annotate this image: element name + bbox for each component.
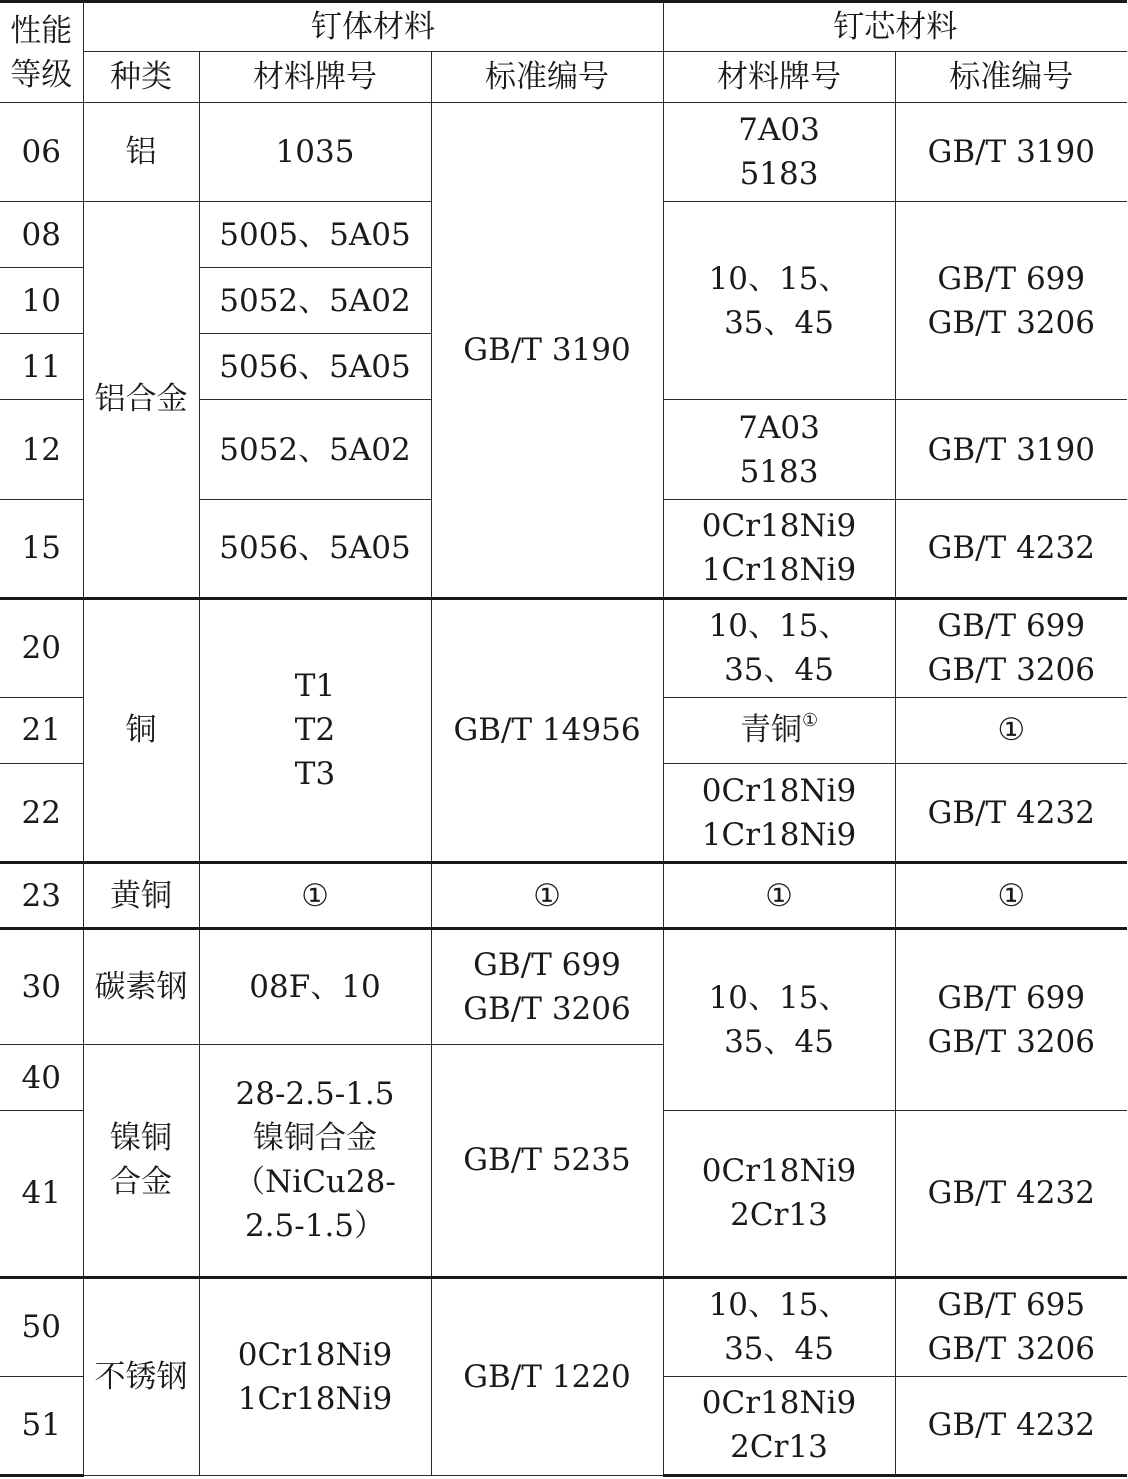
core-standard-cell: GB/T 699 GB/T 3206 [895,202,1127,400]
core-grade-cell [663,697,895,763]
core-standard-cell: GB/T 699 GB/T 3206 [895,929,1127,1111]
core-grade-cell: 10、15、 35、45 [663,202,895,400]
core-grade-cell: 0Cr18Ni9 2Cr13 [663,1376,895,1475]
body-grade-cell: 08F、10 [199,929,431,1045]
core-grade-cell: 0Cr18Ni9 2Cr13 [663,1111,895,1277]
core-standard-cell: GB/T 3190 [895,400,1127,499]
grade-cell: 50 [0,1277,83,1376]
body-grade-cell: 5005、5A05 [199,202,431,268]
table-row [0,929,1127,1045]
table-row [0,1277,1127,1376]
core-standard-cell: ① [895,697,1127,763]
body-standard-cell: GB/T 5235 [431,1045,663,1277]
core-standard-cell: GB/T 4232 [895,763,1127,862]
body-grade-cell: T1 T2 T3 [199,598,431,862]
header-grade: 性能 等级 [0,2,83,103]
body-grade-cell: 0Cr18Ni9 1Cr18Ni9 [199,1277,431,1475]
grade-cell: 21 [0,697,83,763]
core-standard-cell: GB/T 699 GB/T 3206 [895,598,1127,697]
table-row [0,863,1127,929]
core-grade-cell: ① [663,863,895,929]
core-standard-cell: GB/T 3190 [895,103,1127,202]
core-grade-cell: 10、15、 35、45 [663,1277,895,1376]
core-grade-cell: 10、15、 35、45 [663,929,895,1111]
header-body-standard: 标准编号 [431,52,663,103]
header-row-2 [0,52,1127,103]
table-row [0,598,1127,697]
header-kind: 种类 [83,52,199,103]
body-grade-cell: 5052、5A02 [199,400,431,499]
grade-cell: 20 [0,598,83,697]
kind-cell: 铝合金 [83,202,199,598]
footnote-marker: ① [801,710,819,732]
kind-cell: 不锈钢 [83,1277,199,1475]
grade-cell: 30 [0,929,83,1045]
body-grade-cell: 5052、5A02 [199,268,431,334]
core-grade-cell: 7A03 5183 [663,103,895,202]
body-standard-cell: GB/T 1220 [431,1277,663,1475]
body-standard-cell: ① [431,863,663,929]
core-grade-cell: 7A03 5183 [663,400,895,499]
body-standard-cell: GB/T 699 GB/T 3206 [431,929,663,1045]
header-core-grade: 材料牌号 [663,52,895,103]
core-standard-cell: ① [895,863,1127,929]
body-grade-cell: 5056、5A05 [199,499,431,598]
grade-cell: 22 [0,763,83,862]
header-row-1 [0,2,1127,52]
grade-cell: 51 [0,1376,83,1475]
header-core-standard: 标准编号 [895,52,1127,103]
kind-cell: 铝 [83,103,199,202]
kind-cell: 铜 [83,598,199,862]
body-standard-cell: GB/T 14956 [431,598,663,862]
grade-cell: 11 [0,334,83,400]
header-body-grade: 材料牌号 [199,52,431,103]
table-row [0,103,1127,202]
grade-cell: 23 [0,863,83,929]
grade-cell: 40 [0,1045,83,1111]
body-grade-cell: 5056、5A05 [199,334,431,400]
grade-cell: 08 [0,202,83,268]
body-grade-cell: ① [199,863,431,929]
core-standard-cell: GB/T 4232 [895,499,1127,598]
kind-cell: 碳素钢 [83,929,199,1045]
core-standard-cell: GB/T 695 GB/T 3206 [895,1277,1127,1376]
grade-cell: 06 [0,103,83,202]
body-grade-cell: 28-2.5-1.5 镍铜合金 （NiCu28- 2.5-1.5） [199,1045,431,1277]
grade-cell: 10 [0,268,83,334]
core-grade-cell: 10、15、 35、45 [663,598,895,697]
core-standard-cell: GB/T 4232 [895,1111,1127,1277]
core-grade-cell: 0Cr18Ni9 1Cr18Ni9 [663,763,895,862]
core-standard-cell: GB/T 4232 [895,1376,1127,1475]
core-grade-cell: 0Cr18Ni9 1Cr18Ni9 [663,499,895,598]
grade-cell: 15 [0,499,83,598]
kind-cell: 镍铜 合金 [83,1045,199,1277]
body-standard-cell: GB/T 3190 [431,103,663,599]
kind-cell: 黄铜 [83,863,199,929]
grade-cell: 41 [0,1111,83,1277]
header-body-material: 钉体材料 [83,2,663,52]
header-core-material: 钉芯材料 [663,2,1127,52]
body-grade-cell: 1035 [199,103,431,202]
grade-cell: 12 [0,400,83,499]
core-grade-text: 青铜 [739,712,802,749]
